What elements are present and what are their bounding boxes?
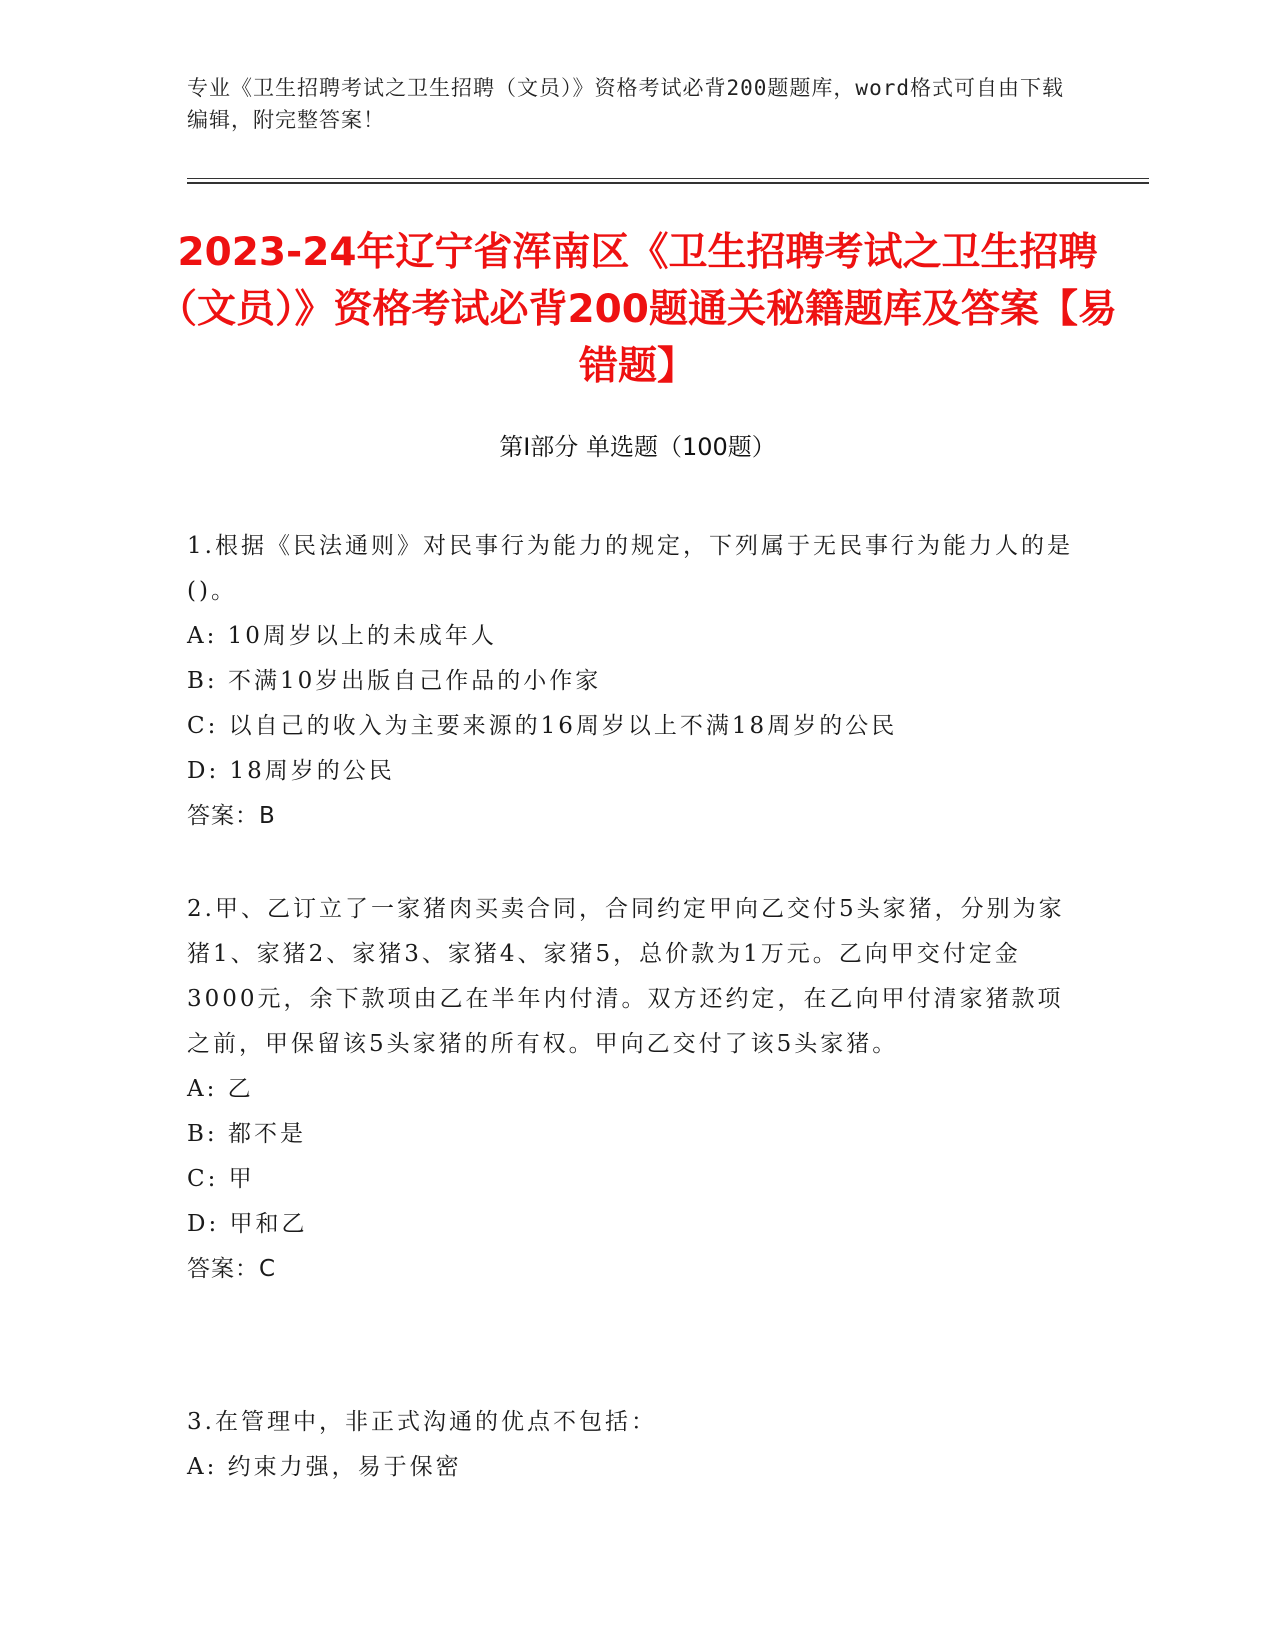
answer: 答案：C (187, 1256, 277, 1282)
question-stem: 2.甲、乙订立了一家猪肉买卖合同，合同约定甲向乙交付5头家猪，分别为家猪1、家猪2、家猪3、家猪4、家猪5，总价款为1万元。乙向甲交付定金3000元，余下款项由乙在半年内付清。双方还约定，在乙向甲付清家猪款项之前，甲保留该5头家猪的所有权。甲向乙交付了该5头家猪。 (187, 896, 1065, 1057)
question-1 (187, 524, 1077, 839)
option-b: B: 都不是 (187, 1121, 306, 1147)
header-divider-thick (187, 182, 1149, 184)
document-title: 2023-24年辽宁省浑南区《卫生招聘考试之卫生招聘（文员）》资格考试必背200题通关秘籍题库及答案【易错题】 (158, 230, 1117, 389)
option-a: A: 约束力强，易于保密 (187, 1454, 462, 1480)
option-a: A: 乙 (187, 1076, 254, 1102)
answer: 答案：B (187, 803, 276, 829)
header-note: 专业《卫生招聘考试之卫生招聘（文员）》资格考试必背200题题库，word格式可自由下载编辑，附完整答案！ (187, 76, 1064, 132)
header-divider-thin (187, 178, 1149, 179)
question-stem: 3.在管理中，非正式沟通的优点不包括： (187, 1409, 657, 1435)
question-stem: 1.根据《民法通则》对民事行为能力的规定，下列属于无民事行为能力人的是()。 (187, 533, 1073, 604)
question-3 (187, 1400, 1077, 1490)
option-a: A: 10周岁以上的未成年人 (187, 623, 497, 649)
option-b: B: 不满10岁出版自己作品的小作家 (187, 668, 602, 694)
option-d: D: 甲和乙 (187, 1211, 308, 1237)
section-title: 第Ⅰ部分 单选题（100题） (499, 433, 776, 461)
option-c: C: 甲 (187, 1166, 255, 1192)
option-c: C: 以自己的收入为主要来源的16周岁以上不满18周岁的公民 (187, 713, 898, 739)
question-2 (187, 887, 1077, 1292)
option-d: D: 18周岁的公民 (187, 758, 395, 784)
